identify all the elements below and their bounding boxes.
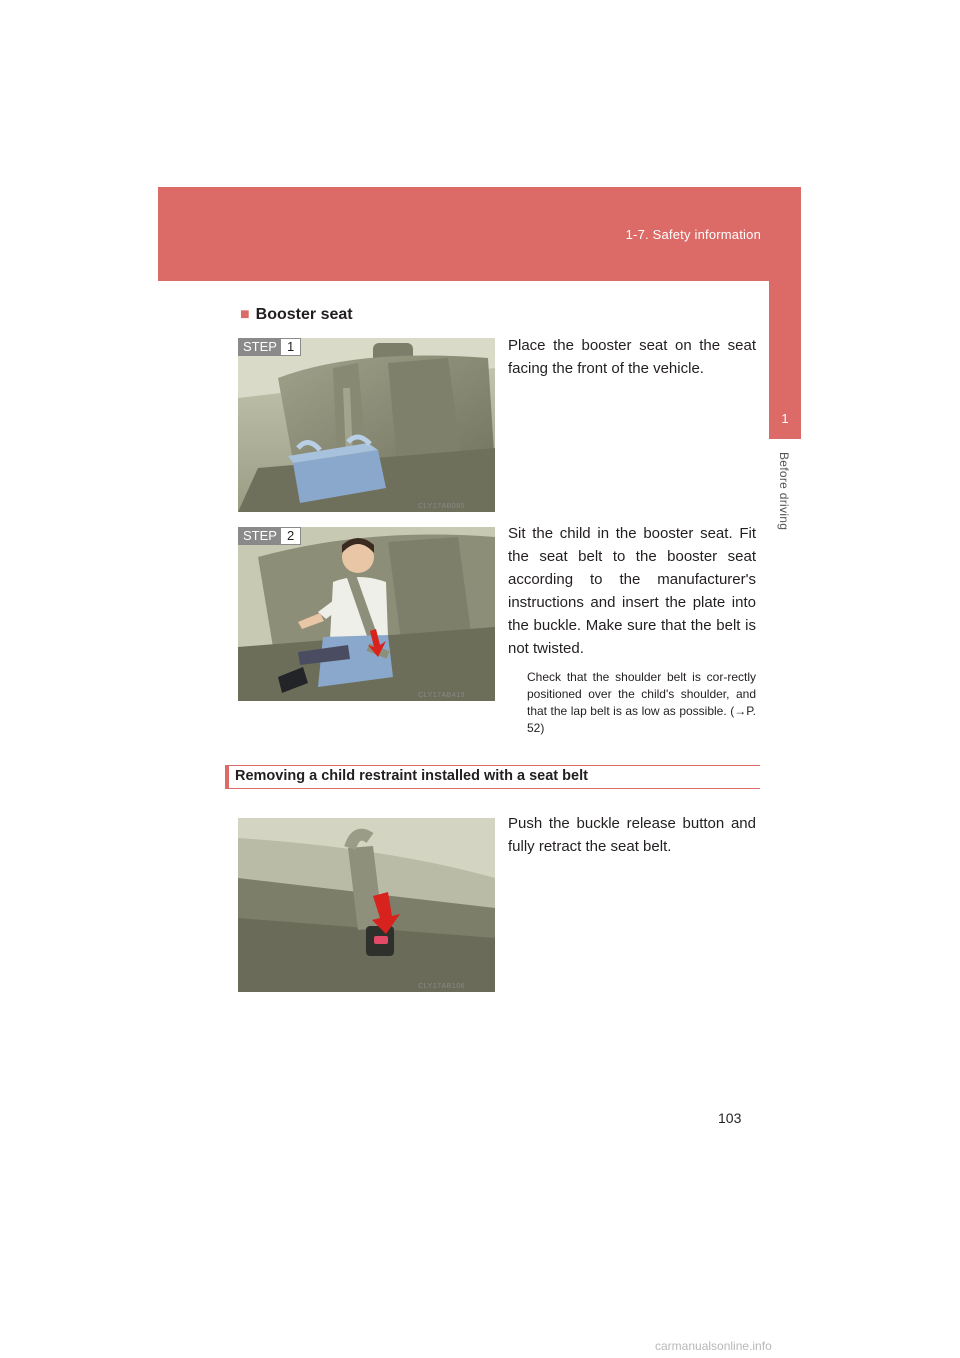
page-number: 103	[718, 1110, 742, 1126]
section-bullet: ■	[240, 306, 250, 323]
booster-seat-illustration	[238, 338, 495, 512]
figure-3-code: CLY17AB106	[418, 983, 465, 990]
side-tab-label: Before driving	[777, 452, 791, 531]
buckle-release-illustration	[238, 818, 495, 992]
child-booster-illustration	[238, 527, 495, 701]
step-2-note: Check that the shoulder belt is cor-rectly positioned over the child's shoulder, and that the lap belt is as low as possible. (→P. 52)	[527, 670, 756, 735]
subsection-heading-bar	[225, 765, 760, 789]
step-2-number: 2	[286, 528, 295, 543]
side-tab	[769, 281, 801, 439]
header-chapter-section: 1-7. Safety information	[625, 227, 761, 242]
watermark: carmanualsonline.info	[655, 1339, 772, 1353]
step-1-number: 1	[286, 339, 295, 354]
section-title: Booster seat	[255, 306, 353, 323]
figure-child-in-booster-seat	[238, 527, 495, 701]
header-band	[158, 187, 801, 281]
figure-booster-seat-placement	[238, 338, 495, 512]
step-1-instruction: Place the booster seat on the seat facing the front of the vehicle.	[508, 337, 756, 377]
section-heading	[240, 306, 353, 324]
step-2-label	[238, 527, 301, 545]
step-2-instruction: Sit the child in the booster seat. Fit the seat belt to the booster seat according to the manufacturer's instructions and insert the plate into the buckle. Make sure that the belt is not twisted.	[508, 525, 756, 657]
side-tab-number: 1	[781, 411, 789, 426]
figure-buckle-release	[238, 818, 495, 992]
subsection-instruction: Push the buckle release button and fully retract the seat belt.	[508, 815, 756, 855]
subsection-title: Removing a child restraint installed with a seat belt	[235, 768, 588, 784]
figure-1-code: CLY17AB085	[418, 503, 465, 510]
step-1-label	[238, 338, 301, 356]
step-1-text: STEP	[239, 339, 281, 355]
step-2-text: STEP	[239, 528, 281, 544]
figure-2-code: CLY17AB419	[418, 692, 465, 699]
